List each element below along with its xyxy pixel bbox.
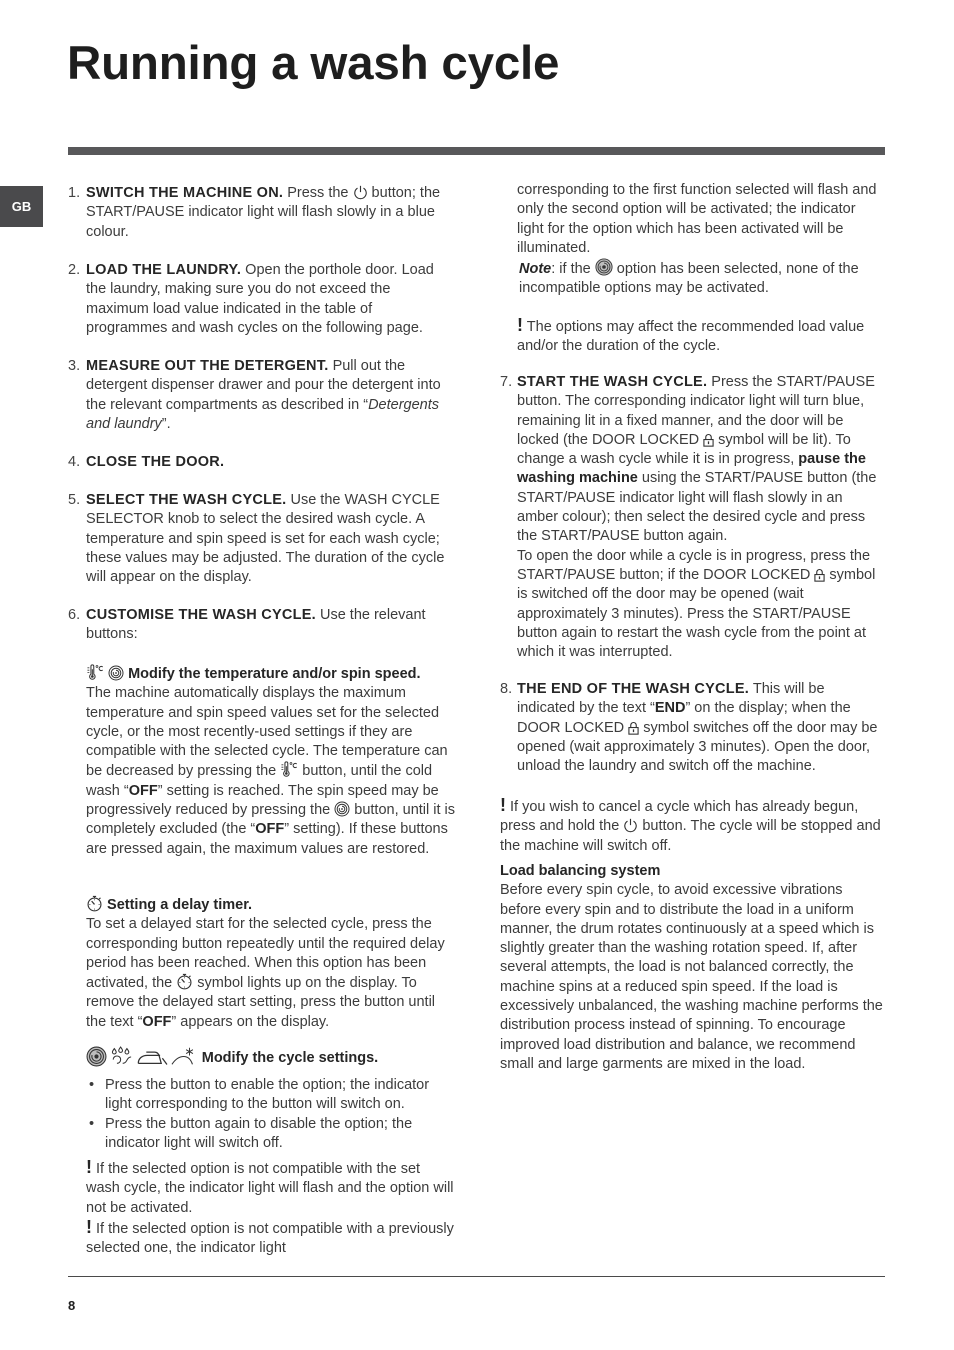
lock-icon	[628, 721, 639, 735]
iron-icon	[136, 1046, 168, 1067]
step-number: 6.	[68, 607, 81, 623]
text-run: button; the START/PAUSE indicator light will flash slowly in a blue colour.	[86, 185, 441, 240]
bold-text: OFF	[255, 821, 285, 838]
warning-mark: !	[86, 1157, 92, 1178]
thermometer-icon	[86, 664, 104, 681]
section-heading: Load balancing system	[500, 863, 661, 879]
text-run: button, until it is completely excluded (the “	[86, 802, 456, 838]
warnings	[86, 1158, 456, 1258]
timer-icon	[176, 973, 193, 990]
text-run: ” on the display; when the DOOR LOCKED	[517, 700, 851, 736]
step-heading: START THE WASH CYCLE.	[517, 374, 708, 390]
timer-icon	[86, 895, 103, 912]
text-run: option has been selected, none of the incompatible options may be activated.	[519, 261, 859, 297]
step-text	[86, 453, 456, 472]
step-8	[500, 680, 886, 776]
step-2	[68, 261, 456, 338]
text-run: Press the	[283, 185, 353, 201]
text-run: If the selected option is not compatible with the set wash cycle, the indicator light will flash and the option will not be activated.	[86, 1161, 454, 1216]
note-label: Note	[519, 261, 552, 278]
section-heading	[86, 895, 456, 915]
text-run: Press the button again to disable the option; the indicator light will switch off.	[105, 1115, 413, 1151]
step-text	[86, 357, 456, 434]
section-heading	[86, 1046, 456, 1070]
text-run: ” appears on the display.	[171, 1013, 330, 1030]
thermometer-icon	[280, 761, 298, 778]
warning-note-continued	[517, 181, 886, 258]
step-7	[500, 373, 886, 662]
power-icon	[353, 185, 368, 200]
load-balancing-section	[500, 862, 886, 1074]
list-item	[86, 1115, 456, 1154]
step-text	[86, 491, 456, 587]
warning-mark: !	[86, 1217, 92, 1238]
language-tab: GB	[0, 186, 43, 227]
step-heading: LOAD THE LAUNDRY.	[86, 262, 242, 278]
warning-mark: !	[517, 315, 523, 335]
step-4	[68, 453, 456, 472]
bold-text: OFF	[142, 1013, 172, 1030]
snowflake-wave-icon	[171, 1046, 198, 1067]
bold-text: Setting a delay timer.	[107, 897, 253, 913]
text-run: If you wish to cancel a cycle which has already begun, press and hold the	[500, 799, 859, 835]
section-heading	[86, 664, 456, 684]
options-warning	[517, 316, 886, 357]
text-run: : if the	[551, 261, 595, 278]
step-text	[86, 184, 456, 242]
step-heading: SELECT THE WASH CYCLE.	[86, 492, 287, 508]
page-number: 8	[68, 1298, 76, 1313]
text-run: symbol lights up on the display. To remove the delayed start setting, press the button until the text “	[86, 975, 436, 1030]
text-run: ” setting is reached. The spin speed may be progressively reduced by pressing the	[86, 782, 439, 819]
step-6	[68, 606, 456, 645]
text-run: The options may affect the recommended load value and/or the duration of the cycle.	[517, 319, 865, 355]
bullet-list	[86, 1076, 456, 1153]
section-body: Before every spin cycle, to avoid excessive vibrations before every spin and to distribute the load in a uniform manner, the drum rotates continuously at a speed which is slightly greater than the washing rotation speed. If, after several attempts, the load is not balanced correctly, the machine spins at a reduced spin speed. If the load is excessively unbalanced, the washing machine performs the distribution process instead of spinning. To encourage improved load distribution and balance, we recommend small and large garments are mixed in the load.	[500, 882, 883, 1072]
page-title: Running a wash cycle	[67, 37, 560, 90]
bold-text: Modify the cycle settings.	[201, 1050, 379, 1066]
lock-icon	[814, 568, 825, 582]
text-run: Open the porthole door. Load the laundry, making sure you do not exceed the maximum load value indicated in the table of programmes and wash cycles on the following page.	[86, 262, 434, 336]
step-text	[517, 680, 886, 776]
warning-note	[86, 1158, 456, 1218]
spiral-icon	[86, 1046, 107, 1067]
step-heading: CLOSE THE DOOR.	[86, 454, 225, 470]
text-run: button, until the cold wash “	[86, 763, 433, 799]
step-number: 1.	[68, 185, 81, 201]
warning-continued	[517, 181, 886, 299]
text-run: Use the WASH CYCLE SELECTOR knob to select the desired wash cycle. A temperature and spin speed is set for each wash cycle; these values may be adjusted. The duration of the cycle will appear on the display.	[86, 492, 445, 586]
text-run: symbol will be lit). To change a wash cycle while it is in progress,	[517, 431, 851, 468]
step-1	[68, 184, 456, 242]
text-run: using the START/PAUSE button (the START/PAUSE indicator light will flash slowly in an amber colour); then select the desired cycle and press the START/PAUSE button again.	[517, 470, 877, 545]
warning-note	[86, 1218, 456, 1259]
lock-icon	[703, 433, 714, 447]
warning-mark: !	[500, 795, 506, 815]
text-run: ”.	[161, 415, 171, 432]
step-number: 8.	[500, 681, 513, 697]
italic-text: Detergents and laundry	[86, 396, 440, 432]
text-run: Press the button to enable the option; the indicator light corresponding to the button will switch on.	[105, 1077, 430, 1113]
step-heading: THE END OF THE WASH CYCLE.	[517, 681, 750, 697]
text-run: Pull out the detergent dispenser drawer and pour the detergent into the relevant compartments as described in “	[86, 358, 441, 413]
step-3	[68, 357, 456, 434]
step-heading: SWITCH THE MACHINE ON.	[86, 185, 284, 201]
step-heading: CUSTOMISE THE WASH CYCLE.	[86, 607, 316, 623]
text-run: corresponding to the first function selected will flash and only the second option will be activated; the indicator light for the option which has been activated will be illuminated.	[517, 182, 877, 256]
text-run: Press the START/PAUSE button. The corresponding indicator light will turn blue, remaining lit in a fixed manner, and the door will be locked (the DOOR LOCKED	[517, 374, 875, 448]
power-icon	[623, 818, 638, 833]
section-body	[86, 915, 456, 1032]
step-text-2	[517, 547, 886, 663]
text-run: symbol is switched off the door may be opened (wait approximately 3 minutes). Press the START/PAUSE button again to restart the wash cycle from the point at which it was interrupted.	[517, 566, 876, 661]
spin-icon	[108, 665, 124, 681]
text-run: This will be indicated by the text “	[517, 681, 825, 717]
text-run: To open the door while a cycle is in progress, press the START/PAUSE button; if the DOOR LOCKED	[517, 547, 871, 583]
section-body	[86, 684, 456, 859]
header-rule	[68, 147, 885, 155]
text-run: symbol switches off the door may be opened (wait approximately 3 minutes). Open the door, unload the laundry and switch off the machine.	[517, 719, 878, 775]
step-number: 7.	[500, 374, 513, 390]
step-number: 4.	[68, 454, 81, 470]
step-number: 3.	[68, 358, 81, 374]
footer-rule	[68, 1276, 885, 1277]
step-text	[86, 606, 456, 645]
text-run: To set a delayed start for the selected cycle, press the corresponding button repeatedly until the required delay period has been reached. When this option has been activated, the	[86, 916, 445, 992]
step-number: 2.	[68, 262, 81, 278]
cycle-settings-section	[86, 1046, 456, 1259]
step-5	[68, 491, 456, 587]
text-run: Use the relevant buttons:	[86, 607, 426, 643]
text-run: If the selected option is not compatible with a previously selected one, the indicator light	[86, 1221, 454, 1257]
bold-text: Modify the temperature and/or spin speed.	[128, 666, 421, 682]
note	[519, 258, 886, 299]
cancel-warning	[500, 796, 886, 856]
text-run: button. The cycle will be stopped and the machine will switch off.	[500, 818, 881, 854]
bold-text: END	[654, 700, 686, 717]
step-number: 5.	[68, 492, 81, 508]
spiral-icon	[595, 258, 613, 276]
list-item	[86, 1076, 456, 1115]
step-heading: MEASURE OUT THE DETERGENT.	[86, 358, 329, 374]
text-run: The machine automatically displays the maximum temperature and spin speed values set for the selected cycle, or the most recently-used settings if they are compatible with the selected cycle. The temperature can be decreased by pressing the	[86, 685, 448, 780]
text-run: ” setting). If these buttons are pressed again, the maximum values are restored.	[86, 821, 448, 857]
step-text	[86, 261, 456, 338]
bold-text: OFF	[128, 782, 158, 799]
temperature-spin-section	[86, 664, 456, 859]
bold-text: pause the washing machine	[517, 451, 866, 487]
water-drops-icon	[110, 1046, 133, 1067]
spin-icon	[334, 801, 350, 817]
delay-timer-section	[86, 895, 456, 1032]
step-text	[517, 373, 886, 547]
